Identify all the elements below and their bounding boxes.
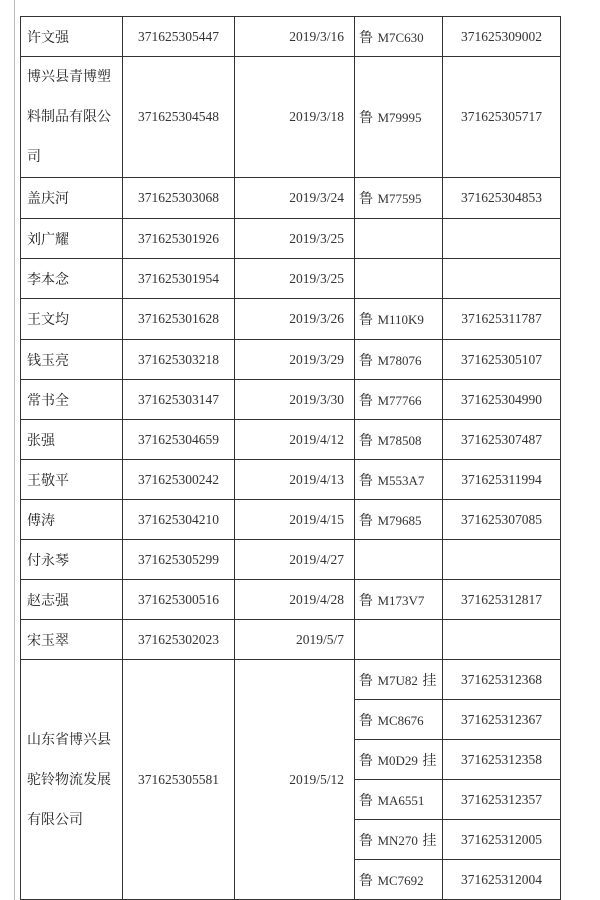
vehicle-code-cell: 371625312004: [443, 860, 561, 900]
plate-number-cell: [355, 620, 443, 660]
plate-province-prefix: 鲁: [359, 752, 378, 769]
plate-province-prefix: 鲁: [359, 352, 378, 369]
owner-code-cell: 371625305581: [123, 660, 235, 900]
vehicle-code-cell: 371625312817: [443, 580, 561, 620]
trailer-suffix: 挂: [417, 752, 437, 769]
plate-number: M77766: [377, 392, 422, 408]
plate-number-cell: [355, 178, 443, 219]
plate-number-cell: [355, 380, 443, 420]
plate-number: M79995: [377, 110, 422, 125]
trailer-suffix: 挂: [417, 832, 437, 849]
table-row: [21, 380, 561, 420]
owner-name-cell: 赵志强: [21, 580, 123, 620]
date-cell: 2019/3/16: [235, 17, 355, 57]
plate-number: M7C630: [377, 29, 424, 45]
date-cell: 2019/3/18: [235, 57, 355, 178]
owner-code-cell: 371625305299: [123, 540, 235, 580]
date-cell: 2019/4/13: [235, 460, 355, 500]
owner-name-line: 司: [27, 149, 41, 165]
vehicle-code-cell: 371625312358: [443, 740, 561, 780]
date-cell: 2019/5/7: [235, 620, 355, 660]
plate-number-cell: [355, 340, 443, 380]
plate-province-prefix: 鲁: [359, 592, 378, 609]
owner-name-line: 有限公司: [27, 811, 83, 828]
plate-number: MN270: [377, 832, 418, 848]
plate-number-cell: [355, 540, 443, 580]
table-row: [21, 580, 561, 620]
date-cell: 2019/3/29: [235, 340, 355, 380]
table-row: [21, 660, 561, 700]
date-cell: 2019/5/12: [235, 660, 355, 900]
date-cell: 2019/3/24: [235, 178, 355, 219]
plate-number-cell: [355, 660, 443, 700]
owner-code-cell: 371625305447: [123, 17, 235, 57]
plate-number: M78508: [377, 432, 422, 448]
plate-province-prefix: 鲁: [359, 432, 378, 449]
table-row: [21, 460, 561, 500]
owner-code-cell: 371625301926: [123, 219, 235, 259]
owner-name-cell: 钱玉亮: [21, 340, 123, 380]
owner-code-cell: 371625301628: [123, 299, 235, 340]
vehicle-code-cell: [443, 219, 561, 259]
owner-code-cell: 371625303147: [123, 380, 235, 420]
plate-number: M79685: [377, 512, 422, 528]
owner-name-cell: 傅涛: [21, 500, 123, 540]
vehicle-code-cell: 371625309002: [443, 17, 561, 57]
table-row: [21, 57, 561, 178]
table-row: [21, 500, 561, 540]
plate-number: M110K9: [377, 312, 424, 327]
plate-number: M78076: [377, 352, 422, 368]
vehicle-code-cell: 371625311787: [443, 299, 561, 340]
date-cell: 2019/3/26: [235, 299, 355, 340]
owner-name-line: 驼铃物流发展: [27, 771, 111, 788]
owner-code-cell: 371625304659: [123, 420, 235, 460]
plate-number-cell: [355, 299, 443, 340]
owner-name-line: 山东省博兴县: [27, 731, 111, 748]
date-cell: 2019/3/25: [235, 259, 355, 299]
plate-number-cell: [355, 259, 443, 299]
vehicle-registration-table: [20, 16, 561, 900]
plate-number: M553A7: [377, 472, 425, 488]
plate-province-prefix: 鲁: [359, 191, 378, 207]
owner-name-cell: 盖庆河: [21, 178, 123, 219]
date-cell: 2019/4/28: [235, 580, 355, 620]
plate-number-cell: [355, 580, 443, 620]
vehicle-code-cell: 371625304853: [443, 178, 561, 219]
scan-edge-line: [14, 0, 15, 900]
plate-number-cell: [355, 740, 443, 780]
plate-number: M7U82: [377, 672, 418, 688]
vehicle-code-cell: [443, 259, 561, 299]
vehicle-code-cell: [443, 620, 561, 660]
owner-code-cell: 371625300516: [123, 580, 235, 620]
owner-name-cell: 王文均: [21, 299, 123, 340]
owner-name-cell: 张强: [21, 420, 123, 460]
plate-number-cell: [355, 860, 443, 900]
owner-code-cell: 371625304548: [123, 57, 235, 178]
plate-province-prefix: 鲁: [359, 832, 378, 849]
plate-province-prefix: 鲁: [359, 472, 378, 489]
owner-name-cell: 王敬平: [21, 460, 123, 500]
plate-province-prefix: 鲁: [359, 312, 378, 328]
vehicle-code-cell: 371625307487: [443, 420, 561, 460]
date-cell: 2019/4/15: [235, 500, 355, 540]
vehicle-code-cell: 371625307085: [443, 500, 561, 540]
vehicle-code-cell: 371625305717: [443, 57, 561, 178]
date-cell: 2019/4/27: [235, 540, 355, 580]
plate-number-cell: [355, 500, 443, 540]
plate-province-prefix: 鲁: [359, 512, 378, 529]
vehicle-code-cell: [443, 540, 561, 580]
plate-number: M0D29: [377, 752, 418, 768]
vehicle-code-cell: 371625312357: [443, 780, 561, 820]
plate-number-cell: [355, 460, 443, 500]
owner-name-cell: 常书全: [21, 380, 123, 420]
table-row: [21, 540, 561, 580]
plate-number: MA6551: [377, 792, 425, 808]
table-row: [21, 178, 561, 219]
table-row: [21, 340, 561, 380]
owner-name-line: 博兴县青博塑: [27, 69, 111, 85]
plate-number: MC7692: [377, 872, 424, 888]
plate-number-cell: [355, 219, 443, 259]
trailer-suffix: 挂: [417, 672, 437, 689]
owner-name-cell: 付永琴: [21, 540, 123, 580]
plate-province-prefix: 鲁: [359, 872, 378, 889]
plate-province-prefix: 鲁: [359, 110, 378, 126]
plate-province-prefix: 鲁: [359, 29, 378, 46]
owner-code-cell: 371625303218: [123, 340, 235, 380]
plate-number-cell: [355, 420, 443, 460]
vehicle-code-cell: 371625312005: [443, 820, 561, 860]
owner-code-cell: 371625304210: [123, 500, 235, 540]
plate-number-cell: [355, 700, 443, 740]
table-row: [21, 219, 561, 259]
plate-number-cell: [355, 820, 443, 860]
vehicle-code-cell: 371625305107: [443, 340, 561, 380]
plate-number: MC8676: [377, 712, 424, 728]
owner-name-cell: [21, 57, 123, 178]
plate-number-cell: [355, 780, 443, 820]
vehicle-code-cell: 371625304990: [443, 380, 561, 420]
owner-name-cell: 许文强: [21, 17, 123, 57]
plate-number-cell: [355, 17, 443, 57]
table-body: [21, 17, 561, 900]
table-row: [21, 259, 561, 299]
vehicle-code-cell: 371625312368: [443, 660, 561, 700]
date-cell: 2019/4/12: [235, 420, 355, 460]
plate-province-prefix: 鲁: [359, 712, 378, 729]
vehicle-code-cell: 371625311994: [443, 460, 561, 500]
table-row: [21, 420, 561, 460]
plate-province-prefix: 鲁: [359, 792, 378, 809]
owner-code-cell: 371625300242: [123, 460, 235, 500]
plate-province-prefix: 鲁: [359, 392, 378, 409]
owner-name-cell: 刘广耀: [21, 219, 123, 259]
table-row: [21, 299, 561, 340]
owner-code-cell: 371625303068: [123, 178, 235, 219]
plate-number: M77595: [377, 191, 422, 206]
owner-name-cell: [21, 660, 123, 900]
owner-name-cell: 宋玉翠: [21, 620, 123, 660]
plate-province-prefix: 鲁: [359, 672, 378, 689]
plate-number-cell: [355, 57, 443, 178]
owner-name-line: 料制品有限公: [27, 109, 111, 125]
date-cell: 2019/3/25: [235, 219, 355, 259]
table-row: [21, 17, 561, 57]
owner-code-cell: 371625301954: [123, 259, 235, 299]
date-cell: 2019/3/30: [235, 380, 355, 420]
owner-code-cell: 371625302023: [123, 620, 235, 660]
owner-name-cell: 李本念: [21, 259, 123, 299]
table-row: [21, 620, 561, 660]
vehicle-code-cell: 371625312367: [443, 700, 561, 740]
plate-number: M173V7: [377, 592, 425, 608]
